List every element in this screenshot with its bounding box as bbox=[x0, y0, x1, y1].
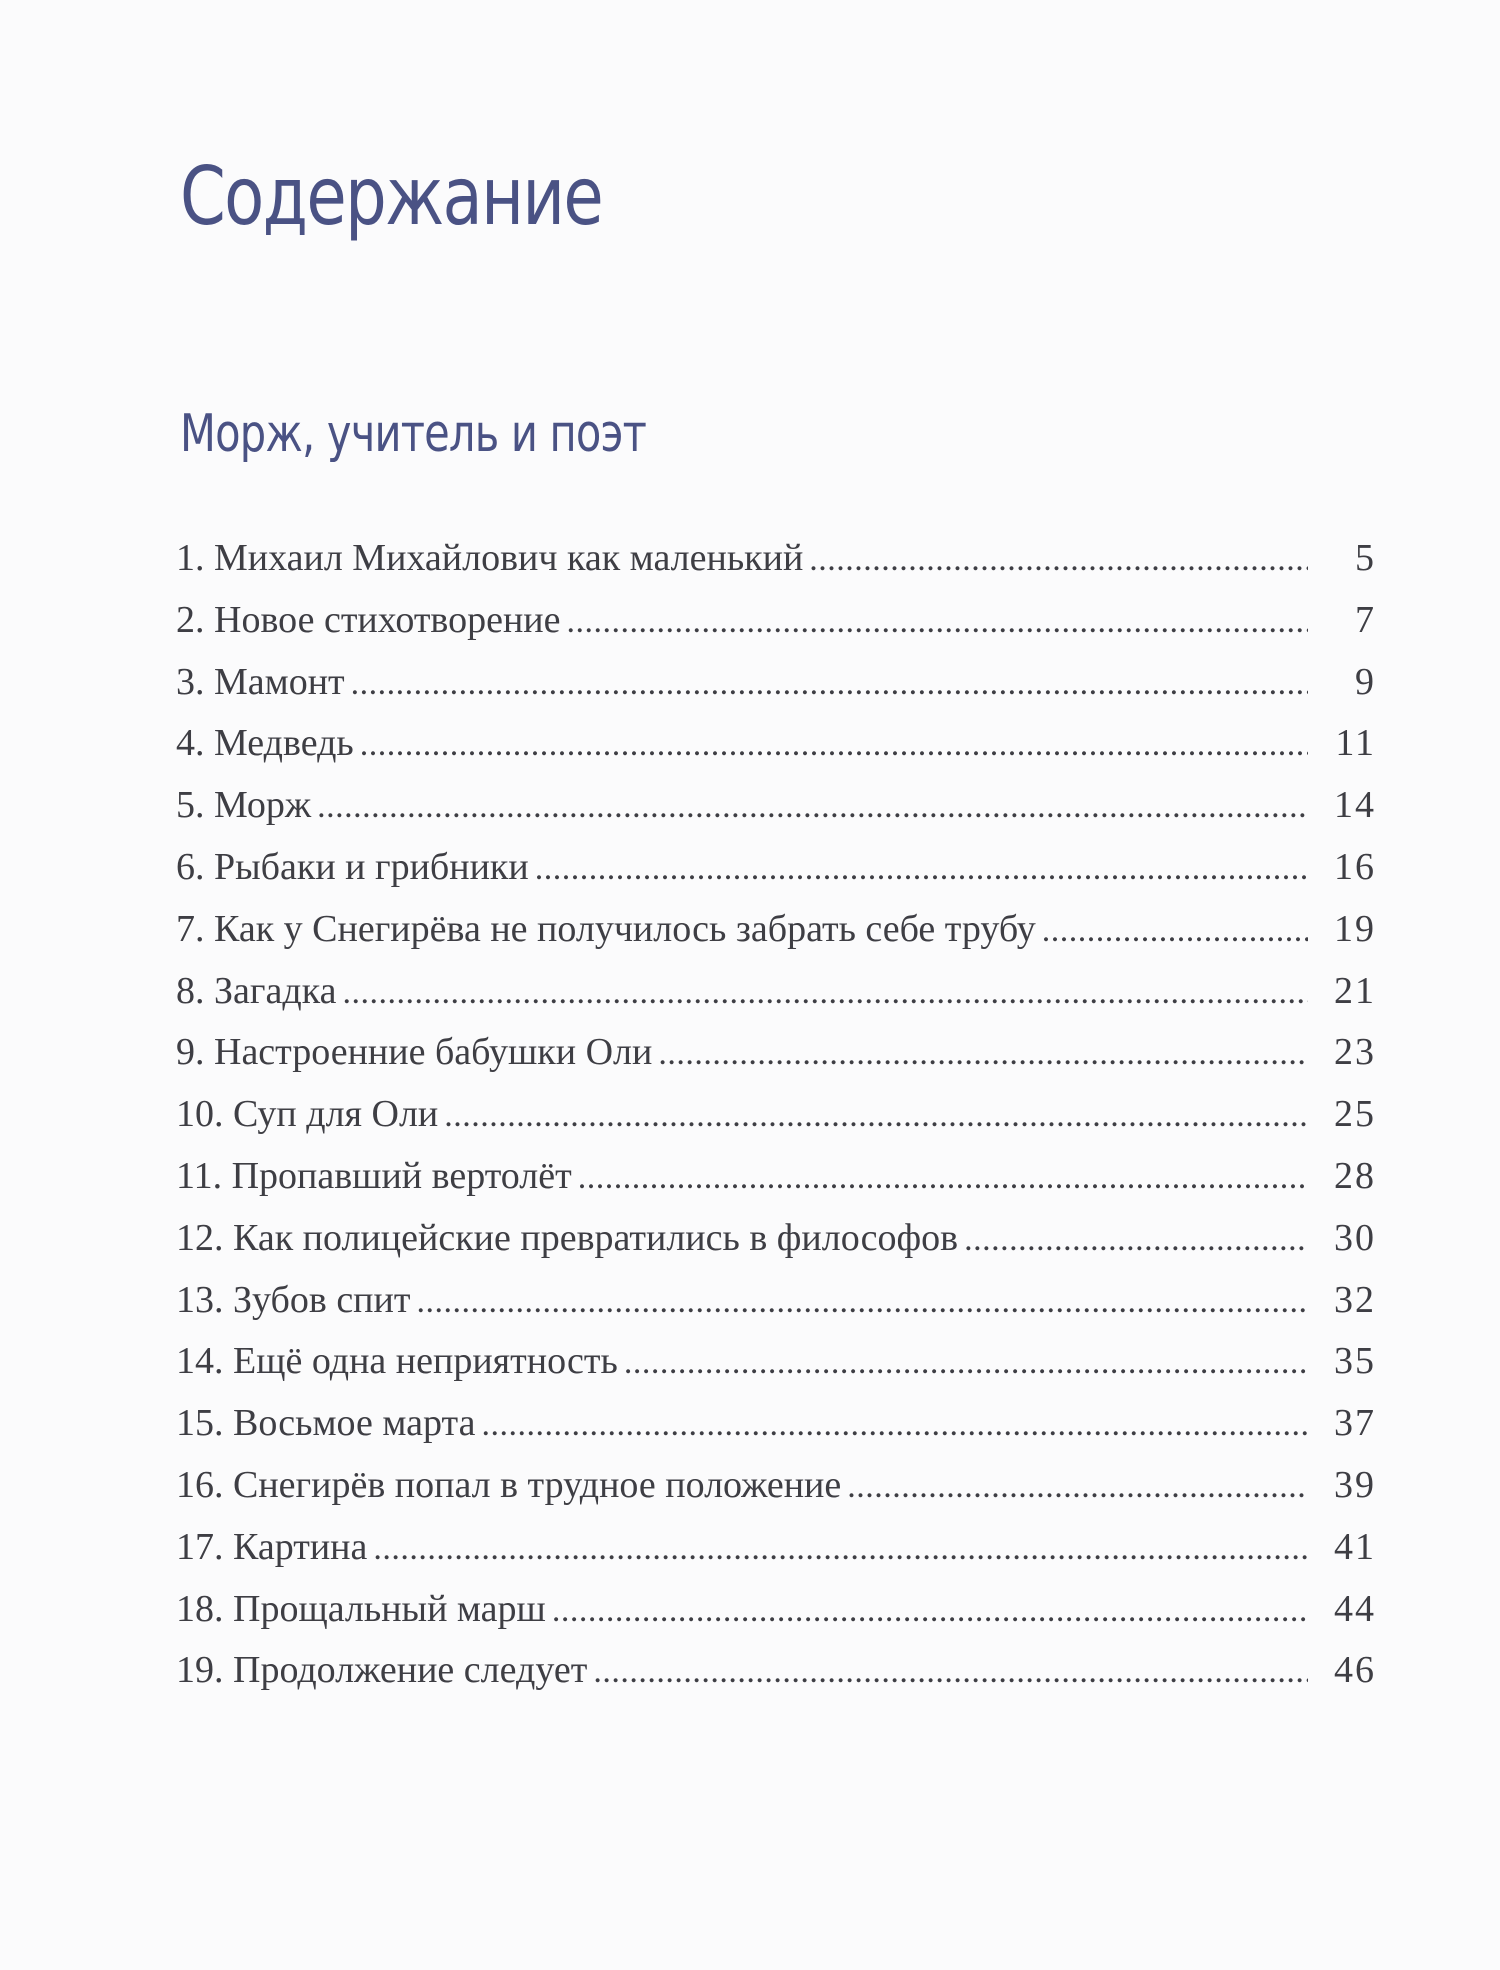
toc-entry bbox=[176, 1525, 1376, 1587]
table-of-contents bbox=[176, 536, 1376, 1710]
toc-entry-page-number: 30 bbox=[1334, 1216, 1376, 1259]
toc-dot-leader bbox=[964, 1221, 1308, 1259]
toc-entry bbox=[176, 845, 1376, 907]
toc-entry-title: 13. Зубов спит bbox=[176, 1278, 411, 1321]
toc-entry-title: 14. Ещё одна неприятность bbox=[176, 1340, 618, 1383]
toc-entry-page-number: 5 bbox=[1355, 537, 1376, 579]
toc-dot-leader bbox=[342, 974, 1308, 1012]
toc-entry-title: 5. Морж bbox=[176, 784, 312, 827]
toc-entry bbox=[176, 1463, 1376, 1525]
toc-dot-leader bbox=[481, 1406, 1308, 1444]
toc-entry bbox=[176, 721, 1376, 783]
toc-entry-page-number: 41 bbox=[1334, 1525, 1376, 1568]
toc-entry-title: 4. Медведь bbox=[176, 722, 354, 765]
toc-dot-leader bbox=[351, 665, 1308, 703]
toc-entry bbox=[176, 660, 1376, 722]
toc-entry-page-number: 46 bbox=[1334, 1649, 1376, 1692]
toc-dot-leader bbox=[373, 1530, 1308, 1568]
toc-entry-title: 7. Как у Снегирёва не получилось забрать себе трубу bbox=[176, 907, 1036, 950]
toc-entry bbox=[176, 783, 1376, 845]
toc-entry-page-number: 9 bbox=[1355, 660, 1376, 703]
toc-entry-title: 1. Михаил Михайлович как маленький bbox=[176, 537, 804, 579]
toc-entry bbox=[176, 907, 1376, 969]
toc-entry-title: 9. Настроенние бабушки Оли bbox=[176, 1031, 653, 1074]
toc-entry-title: 2. Новое стихотворение bbox=[176, 598, 561, 641]
toc-dot-leader bbox=[658, 1035, 1308, 1073]
toc-entry-page-number: 16 bbox=[1334, 845, 1376, 888]
toc-entry bbox=[176, 1154, 1376, 1216]
toc-dot-leader bbox=[847, 1468, 1308, 1506]
toc-entry-page-number: 14 bbox=[1334, 784, 1376, 827]
toc-entry bbox=[176, 1216, 1376, 1278]
toc-entry-page-number: 39 bbox=[1334, 1463, 1376, 1506]
toc-dot-leader bbox=[809, 541, 1308, 579]
toc-entry bbox=[176, 1092, 1376, 1154]
toc-entry-page-number: 19 bbox=[1334, 907, 1376, 950]
toc-entry-page-number: 25 bbox=[1334, 1093, 1376, 1136]
toc-entry bbox=[176, 1339, 1376, 1401]
toc-entry bbox=[176, 536, 1376, 598]
toc-entry-title: 18. Прощальный марш bbox=[176, 1587, 546, 1630]
toc-entry-title: 11. Пропавший вертолёт bbox=[176, 1154, 572, 1197]
toc-dot-leader bbox=[317, 788, 1308, 826]
toc-entry-page-number: 23 bbox=[1334, 1031, 1376, 1074]
toc-dot-leader bbox=[535, 850, 1308, 888]
toc-entry bbox=[176, 1587, 1376, 1649]
toc-entry-title: 3. Мамонт bbox=[176, 660, 345, 703]
toc-dot-leader bbox=[624, 1344, 1308, 1382]
toc-entry bbox=[176, 1648, 1376, 1710]
toc-entry bbox=[176, 1401, 1376, 1463]
toc-entry-page-number: 44 bbox=[1334, 1587, 1376, 1630]
toc-entry-title: 17. Картина bbox=[176, 1525, 368, 1568]
toc-dot-leader bbox=[416, 1283, 1308, 1321]
toc-entry-page-number: 35 bbox=[1334, 1340, 1376, 1383]
toc-dot-leader bbox=[578, 1159, 1308, 1197]
toc-entry bbox=[176, 1278, 1376, 1340]
toc-entry-title: 8. Загадка bbox=[176, 969, 337, 1012]
toc-entry-title: 10. Суп для Оли bbox=[176, 1093, 439, 1136]
toc-entry-title: 19. Продолжение следует bbox=[176, 1649, 588, 1692]
toc-entry-title: 6. Рыбаки и грибники bbox=[176, 845, 529, 888]
toc-entry-page-number: 11 bbox=[1335, 722, 1376, 765]
toc-entry-page-number: 7 bbox=[1355, 598, 1376, 641]
toc-entry bbox=[176, 1030, 1376, 1092]
toc-entry bbox=[176, 969, 1376, 1031]
toc-entry-page-number: 21 bbox=[1334, 969, 1376, 1012]
toc-entry-title: 12. Как полицейские превратились в философов bbox=[176, 1216, 959, 1259]
toc-dot-leader bbox=[360, 726, 1308, 764]
toc-entry-page-number: 37 bbox=[1334, 1402, 1376, 1445]
toc-entry bbox=[176, 598, 1376, 660]
page-title: Содержание bbox=[180, 150, 603, 243]
toc-entry-page-number: 28 bbox=[1334, 1154, 1376, 1197]
toc-entry-page-number: 32 bbox=[1334, 1278, 1376, 1321]
toc-entry-title: 16. Снегирёв попал в трудное положение bbox=[176, 1463, 842, 1506]
toc-dot-leader bbox=[552, 1592, 1308, 1630]
toc-dot-leader bbox=[444, 1097, 1308, 1135]
toc-dot-leader bbox=[1042, 912, 1308, 950]
toc-dot-leader bbox=[593, 1653, 1308, 1691]
toc-entry-title: 15. Восьмое марта bbox=[176, 1402, 476, 1445]
toc-dot-leader bbox=[567, 603, 1308, 641]
section-title: Морж, учитель и поэт bbox=[180, 404, 647, 464]
